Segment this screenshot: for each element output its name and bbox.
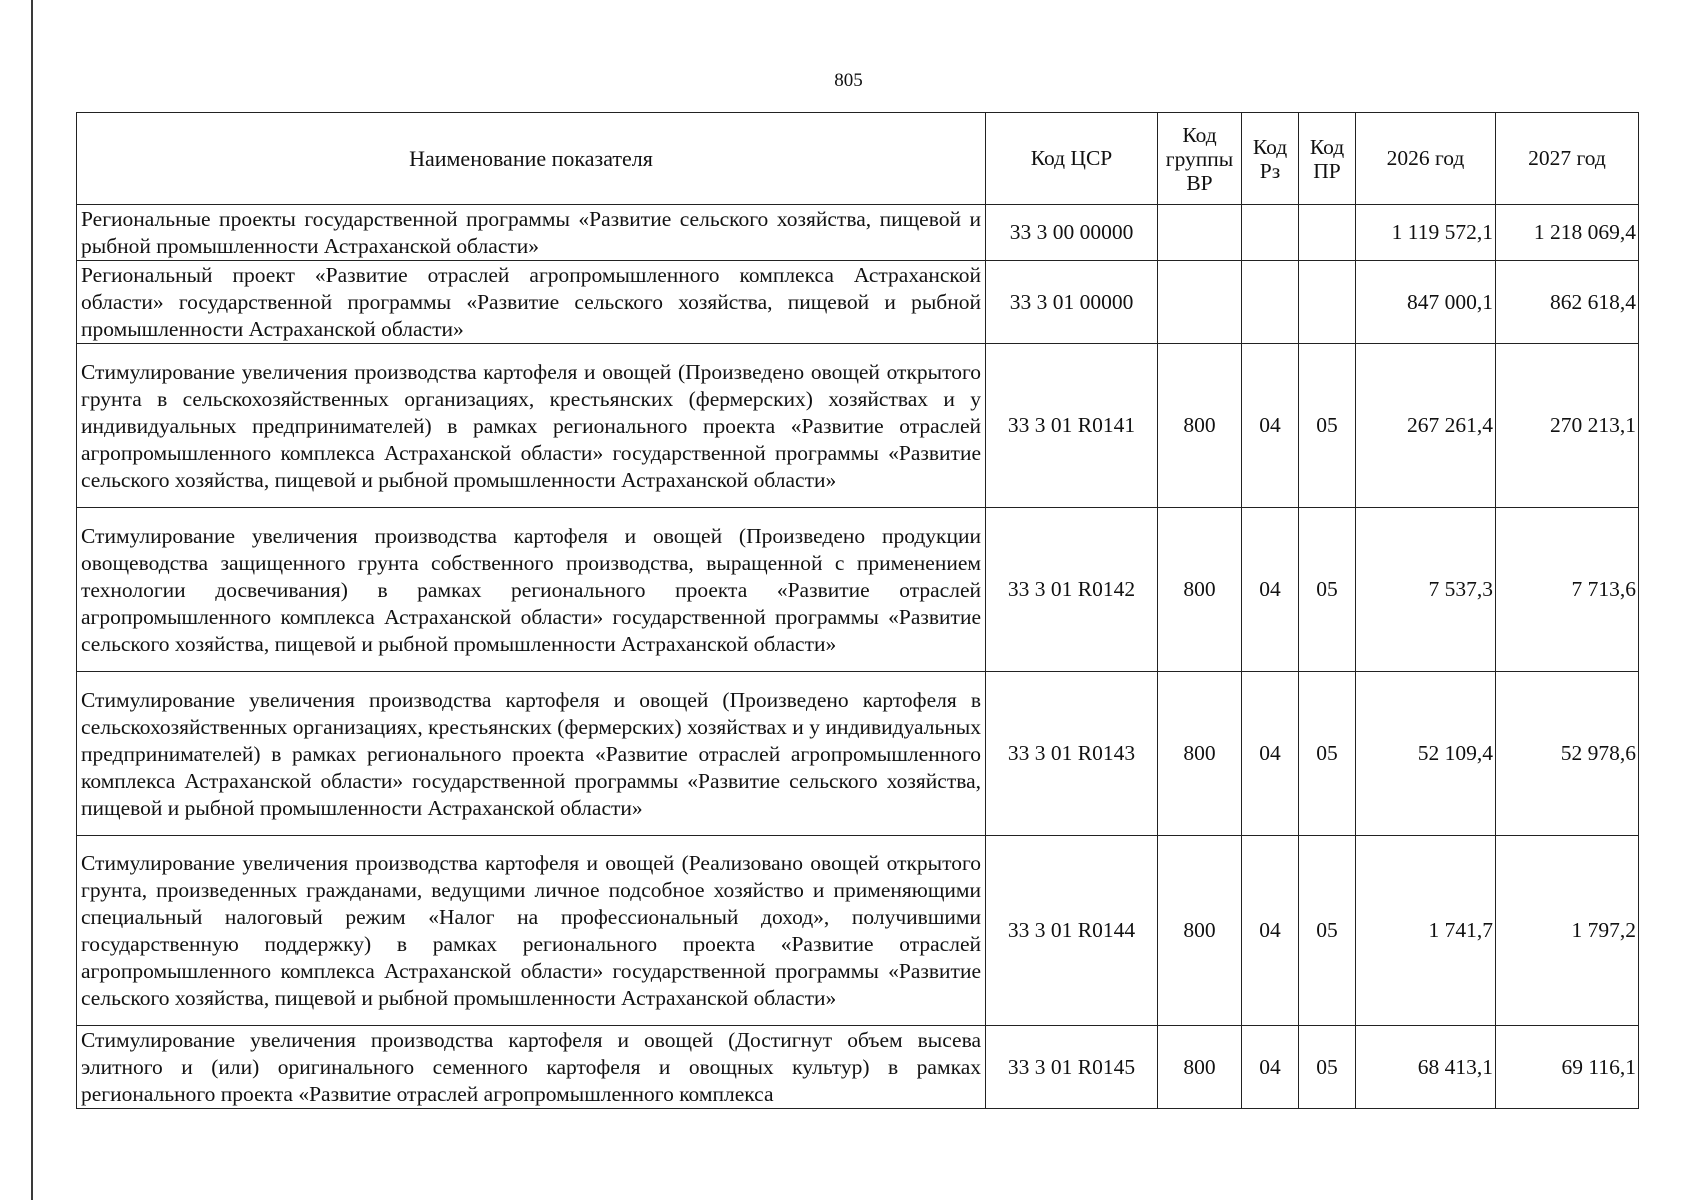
row-2026: 7 537,3 [1356,508,1496,672]
row-name: Региональный проект «Развитие отраслей агропромышленного комплекса Астраханской области» государственной программы «Развитие сельского хозяйства, пищевой и рыбной промышленности Астраханской области» [77,261,986,344]
table-row [77,1026,1639,1109]
row-csr: 33 3 01 00000 [986,261,1158,344]
header-rz: Код Рз [1242,113,1299,205]
header-name: Наименование показателя [77,113,986,205]
header-2026: 2026 год [1356,113,1496,205]
row-2027: 52 978,6 [1496,672,1639,836]
table-row [77,672,1639,836]
row-name: Стимулирование увеличения производства картофеля и овощей (Произведено овощей открытого грунта в сельскохозяйственных организациях, крестьянских (фермерских) хозяйствах и у индивидуальных предпринимателей) в рамках регионального проекта «Развитие отраслей агропромышленного комплекса Астраханской области» государственной программы «Развитие сельского хозяйства, пищевой и рыбной промышленности Астраханской области» [77,344,986,508]
row-csr: 33 3 01 R0143 [986,672,1158,836]
row-csr: 33 3 01 R0142 [986,508,1158,672]
row-vr: 800 [1158,672,1242,836]
row-2027: 270 213,1 [1496,344,1639,508]
row-pr: 05 [1299,672,1356,836]
table-row [77,508,1639,672]
table-header-row [77,113,1639,205]
budget-table [76,112,1639,1109]
row-2027: 862 618,4 [1496,261,1639,344]
row-csr: 33 3 01 R0144 [986,836,1158,1026]
row-rz: 04 [1242,672,1299,836]
row-csr: 33 3 00 00000 [986,205,1158,261]
header-csr: Код ЦСР [986,113,1158,205]
row-2026: 847 000,1 [1356,261,1496,344]
row-pr [1299,205,1356,261]
row-2026: 1 119 572,1 [1356,205,1496,261]
row-pr: 05 [1299,1026,1356,1109]
row-rz: 04 [1242,836,1299,1026]
row-pr: 05 [1299,836,1356,1026]
header-vr: Код группы ВР [1158,113,1242,205]
row-vr: 800 [1158,1026,1242,1109]
row-2026: 52 109,4 [1356,672,1496,836]
row-name: Стимулирование увеличения производства картофеля и овощей (Реализовано овощей открытого грунта, произведенных гражданами, ведущими личное подсобное хозяйство и применяющими специальный налоговый режим «Налог на профессиональный доход», получившими государственную поддержку) в рамках регионального проекта «Развитие отраслей агропромышленного комплекса Астраханской области» государственной программы «Развитие сельского хозяйства, пищевой и рыбной промышленности Астраханской области» [77,836,986,1026]
row-2027: 1 797,2 [1496,836,1639,1026]
row-pr: 05 [1299,344,1356,508]
row-2026: 68 413,1 [1356,1026,1496,1109]
left-margin-line [31,0,33,1200]
header-2027: 2027 год [1496,113,1639,205]
table-row [77,344,1639,508]
row-rz: 04 [1242,344,1299,508]
table-row [77,836,1639,1026]
row-vr [1158,261,1242,344]
header-pr: Код ПР [1299,113,1356,205]
row-pr [1299,261,1356,344]
row-2026: 1 741,7 [1356,836,1496,1026]
table-row [77,205,1639,261]
row-rz [1242,261,1299,344]
row-csr: 33 3 01 R0145 [986,1026,1158,1109]
row-name: Региональные проекты государственной программы «Развитие сельского хозяйства, пищевой и рыбной промышленности Астраханской области» [77,205,986,261]
row-pr: 05 [1299,508,1356,672]
row-2027: 1 218 069,4 [1496,205,1639,261]
row-name: Стимулирование увеличения производства картофеля и овощей (Произведено продукции овощеводства защищенного грунта собственного производства, выращенной с применением технологии досвечивания) в рамках регионального проекта «Развитие отраслей агропромышленного комплекса Астраханской области» государственной программы «Развитие сельского хозяйства, пищевой и рыбной промышленности Астраханской области» [77,508,986,672]
row-2026: 267 261,4 [1356,344,1496,508]
row-rz: 04 [1242,508,1299,672]
row-name: Стимулирование увеличения производства картофеля и овощей (Произведено картофеля в сельскохозяйственных организациях, крестьянских (фермерских) хозяйствах и у индивидуальных предпринимателей) в рамках регионального проекта «Развитие отраслей агропромышленного комплекса Астраханской области» государственной программы «Развитие сельского хозяйства, пищевой и рыбной промышленности Астраханской области» [77,672,986,836]
row-csr: 33 3 01 R0141 [986,344,1158,508]
row-rz: 04 [1242,1026,1299,1109]
row-2027: 69 116,1 [1496,1026,1639,1109]
row-2027: 7 713,6 [1496,508,1639,672]
table-row [77,261,1639,344]
row-name: Стимулирование увеличения производства картофеля и овощей (Достигнут объем высева элитного и (или) оригинального семенного картофеля и овощных культур) в рамках регионального проекта «Развитие отраслей агропромышленного комплекса [77,1026,986,1109]
page-number: 805 [834,70,863,91]
row-vr: 800 [1158,344,1242,508]
row-vr: 800 [1158,508,1242,672]
row-rz [1242,205,1299,261]
row-vr [1158,205,1242,261]
row-vr: 800 [1158,836,1242,1026]
